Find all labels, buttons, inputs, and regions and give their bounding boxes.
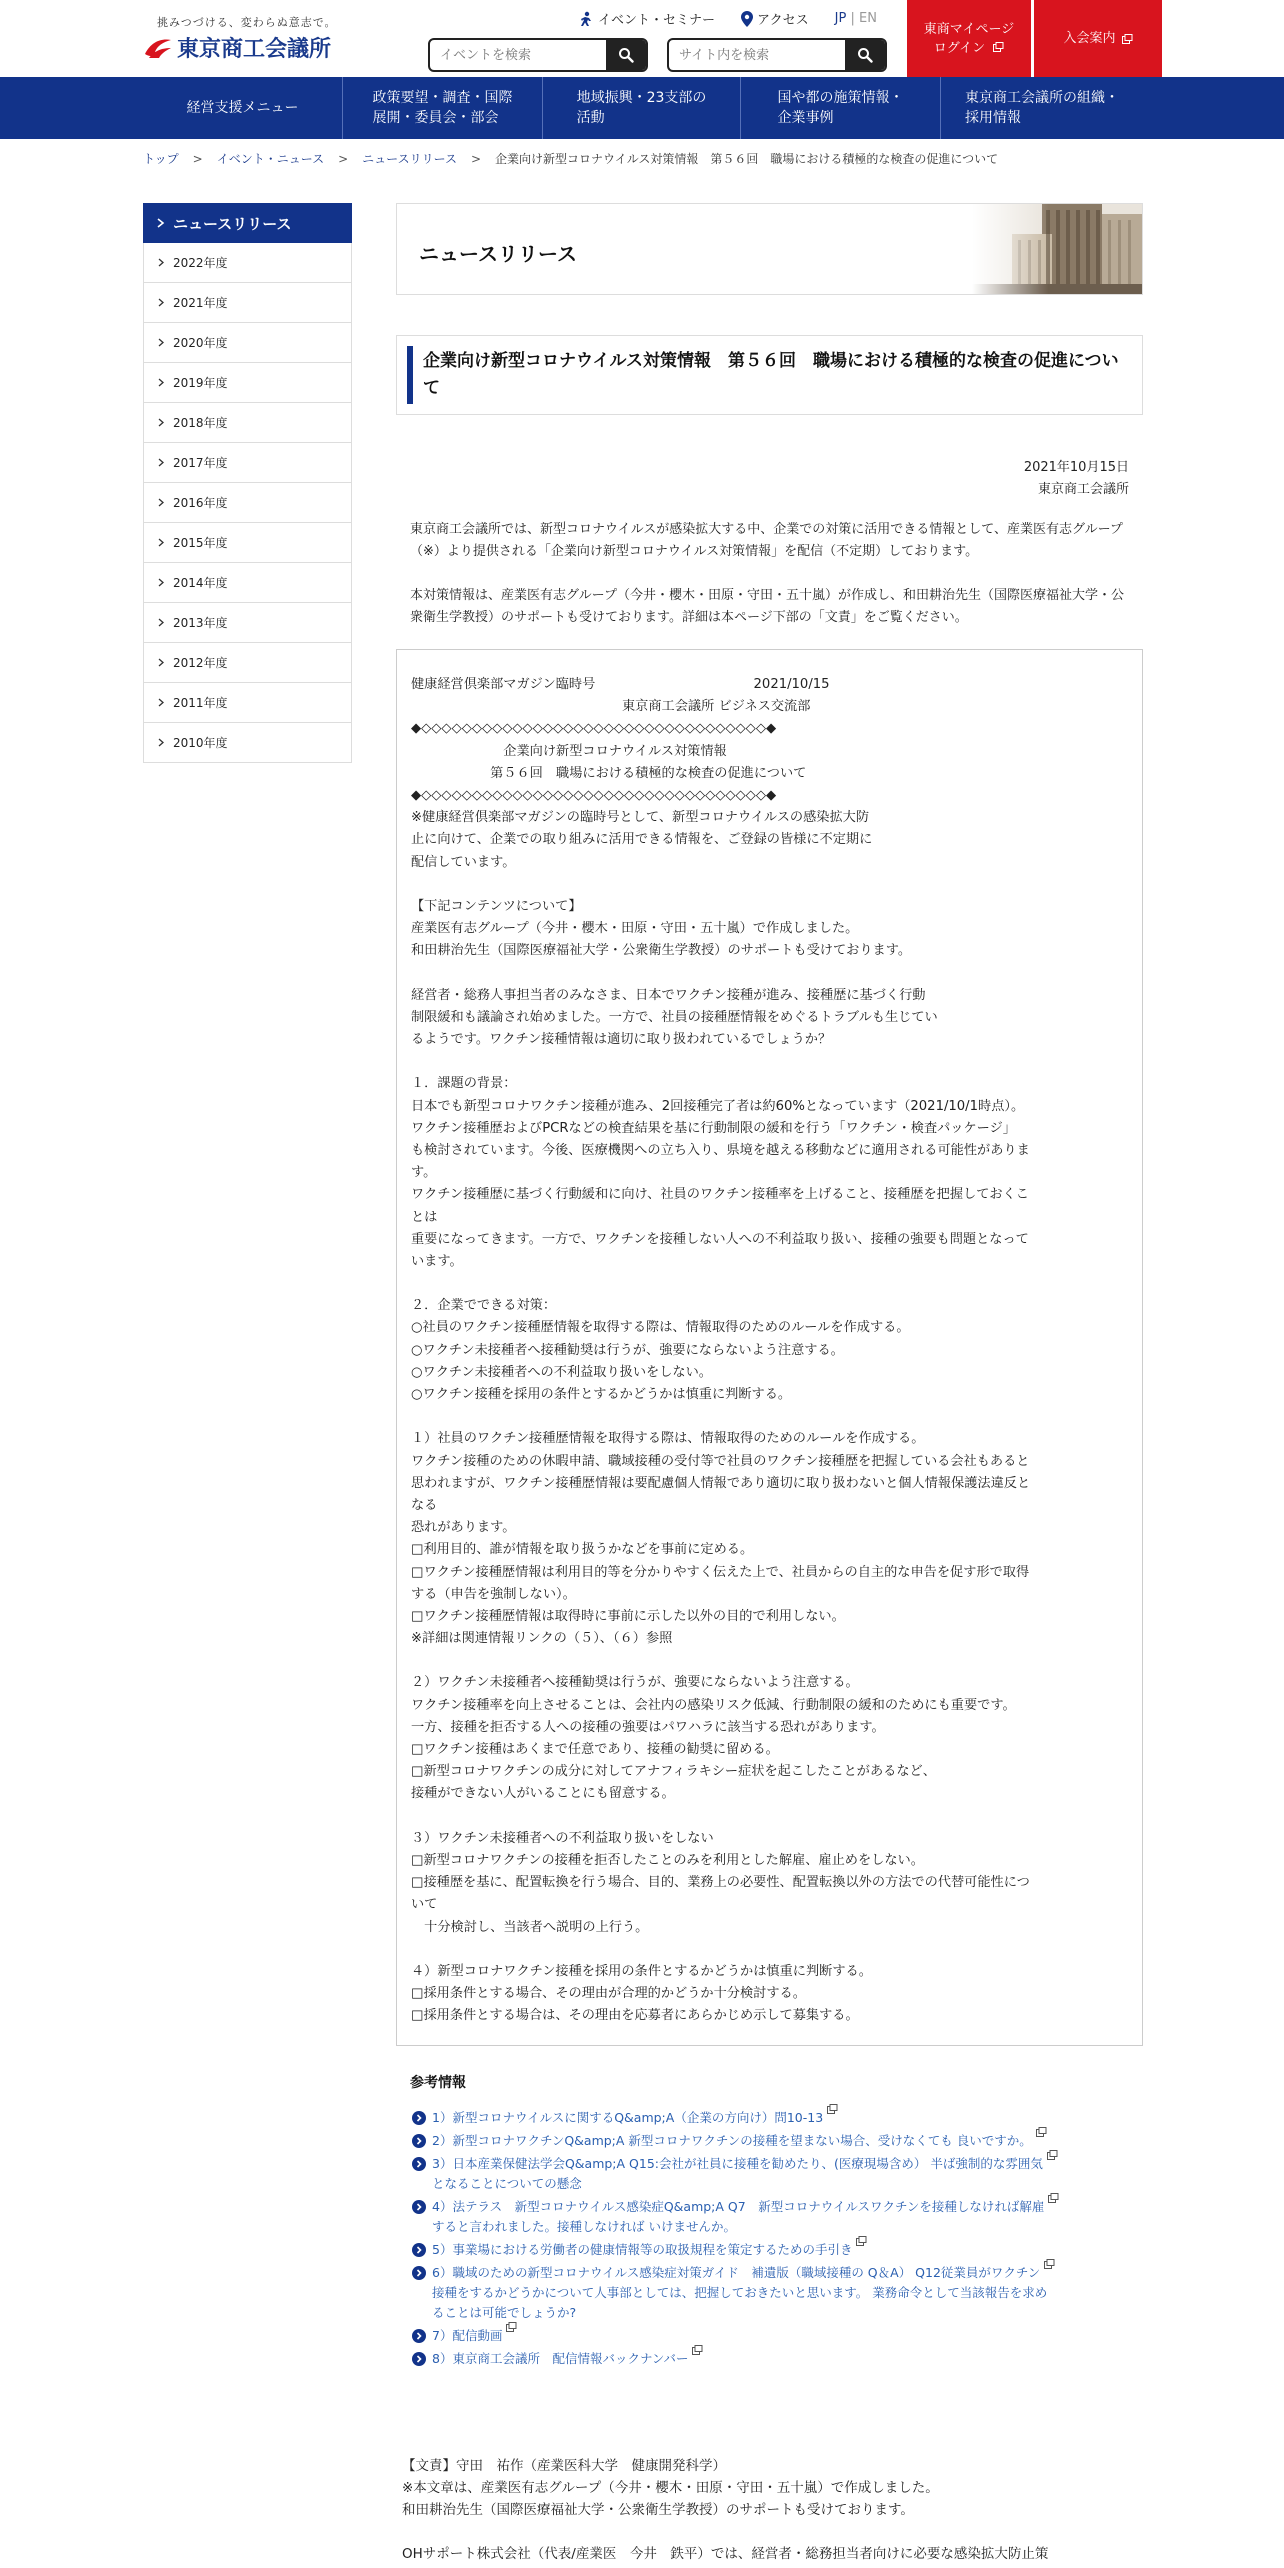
intro-paragraph: 本対策情報は、産業医有志グループ（今井・櫻木・田原・守田・五十嵐）が作成し、和田耕治先生（国際医療福祉大学・公衆衛生学教授）のサポートも受けております。詳細は本ページ下部の「文責」をご覧ください。 xyxy=(410,588,1124,625)
access-link[interactable] xyxy=(741,9,809,28)
breadcrumb-news[interactable]: ニュースリリース xyxy=(362,152,457,166)
event-search-box xyxy=(428,38,648,72)
lang-jp-link[interactable]: JP xyxy=(834,11,847,26)
attribution-line xyxy=(402,2521,1142,2543)
sidebar-item-label: 2011年度 xyxy=(173,696,228,710)
magazine-line: ワクチン接種歴に基づく行動緩和に向け、社員のワクチン接種率を上げること、接種歴を把握しておくこ xyxy=(411,1187,1029,1203)
magazine-line: います。 xyxy=(411,1253,463,1269)
sidebar-item-year[interactable] xyxy=(143,603,352,643)
reference-link[interactable] xyxy=(410,2108,1129,2128)
breadcrumb xyxy=(143,150,998,167)
sidebar-item-year[interactable] xyxy=(143,683,352,723)
reference-link[interactable] xyxy=(410,2197,1129,2237)
external-link-icon xyxy=(506,2322,517,2332)
sidebar-item-label: 2012年度 xyxy=(173,656,228,670)
sidebar-item-label: 2015年度 xyxy=(173,536,228,550)
magazine-line: □採用条件とする場合は、その理由を応募者にあらかじめ示して募集する。 xyxy=(411,2008,859,2024)
reference-link-text: 7）配信動画 xyxy=(432,2328,503,2344)
chevron-right-icon xyxy=(158,658,165,667)
circle-arrow-icon xyxy=(410,2352,428,2366)
membership-button[interactable] xyxy=(1034,0,1162,77)
magazine-line: ※健康経営倶楽部マガジンの臨時号として、新型コロナウイルスの感染拡大防 xyxy=(411,810,870,826)
magazine-line: ワクチン接種歴およびPCRなどの検査結果を基に行動制限の緩和を行う「ワクチン・検査パッケージ」 xyxy=(411,1120,1016,1136)
circle-arrow-icon xyxy=(410,2111,428,2125)
sidebar-item-label: 2020年度 xyxy=(173,336,228,350)
breadcrumb-current: 企業向け新型コロナウイルス対策情報 第５６回 職場における積極的な検査の促進について xyxy=(495,152,999,166)
magazine-line: 接種ができない人がいることにも留意する。 xyxy=(411,1786,675,1802)
sidebar-item-label: 2018年度 xyxy=(173,416,228,430)
login-label: ログイン xyxy=(933,40,986,56)
event-search-button[interactable] xyxy=(606,40,646,70)
sidebar-item-year[interactable] xyxy=(143,523,352,563)
magazine-line: ３）ワクチン未接種者への不利益取り扱いをしない xyxy=(411,1830,714,1846)
gnav-item-business-support[interactable] xyxy=(143,77,343,139)
chevron-right-icon xyxy=(158,498,165,507)
reference-link-text: 接種をするかどうかについて人事部としては、把握しておきたいと思います。 業務命令として当該報告を求め xyxy=(432,2285,1048,2301)
chevron-right-icon xyxy=(157,218,165,228)
reference-title: 参考情報 xyxy=(410,2075,466,2092)
logo-name: 東京商工会議所 xyxy=(177,37,332,62)
reference-link-text: 8）東京商工会議所 配信情報バックナンバー xyxy=(432,2351,689,2367)
magazine-line: 配信しています。 xyxy=(411,854,516,870)
chevron-right-icon xyxy=(158,618,165,627)
magazine-line: １）社員のワクチン接種歴情報を取得する際は、情報取得のためのルールを作成する。 xyxy=(411,1431,925,1447)
sidebar-item-year[interactable] xyxy=(143,283,352,323)
chevron-right-icon xyxy=(158,458,165,467)
magazine-line: す。 xyxy=(411,1165,437,1181)
chevron-right-icon xyxy=(158,578,165,587)
sidebar-item-year[interactable] xyxy=(143,323,352,363)
global-nav xyxy=(0,77,1284,139)
magazine-line: なる xyxy=(411,1497,438,1513)
sidebar-item-year[interactable] xyxy=(143,443,352,483)
sidebar-item-year[interactable] xyxy=(143,723,352,763)
magazine-line: ○社員のワクチン接種歴情報を取得する際は、情報取得のためのルールを作成する。 xyxy=(411,1320,910,1336)
magazine-line: □新型コロナワクチンの成分に対してアナフィラキシー症状を起こしたことがあるなど、 xyxy=(411,1764,936,1780)
sidebar-item-year[interactable] xyxy=(143,403,352,443)
breadcrumb-separator: > xyxy=(192,151,203,166)
breadcrumb-separator: > xyxy=(470,151,482,166)
site-logo[interactable] xyxy=(143,14,343,63)
gnav-label: 活動 xyxy=(576,110,605,126)
sidebar-item-label: 2013年度 xyxy=(173,616,228,630)
search-icon xyxy=(618,47,634,63)
gnav-label: 企業事例 xyxy=(777,110,834,126)
external-link-icon xyxy=(856,2236,867,2246)
events-link-label: イベント・セミナー xyxy=(598,13,716,28)
magazine-line: 産業医有志グループ（今井・櫻木・田原・守田・五十嵐）で作成しました。 xyxy=(411,921,859,937)
magazine-line: □接種歴を基に、配置転換を行う場合、目的、業務上の必要性、配置転換以外の方法での代替可能性につ xyxy=(411,1875,1030,1891)
magazine-line: とは xyxy=(411,1209,438,1225)
article-title-box xyxy=(396,335,1143,415)
magazine-line: 東京商工会議所 ビジネス交流部 xyxy=(411,699,811,715)
magazine-line xyxy=(411,1806,1128,1828)
breadcrumb-separator: > xyxy=(338,151,349,166)
circle-arrow-icon xyxy=(410,2266,428,2280)
magazine-line: ４）新型コロナワクチン接種を採用の条件とするかどうかは慎重に判断する。 xyxy=(411,1963,872,1979)
gnav-label: 政策要望・調査・国際 xyxy=(372,90,513,106)
intro-text xyxy=(396,519,1143,629)
magazine-line xyxy=(411,1650,1128,1672)
chevron-right-icon xyxy=(158,298,165,307)
sidebar-item-label: 2010年度 xyxy=(173,736,228,750)
gnav-label: 国や都の施策情報・ xyxy=(777,90,904,106)
external-link-icon xyxy=(1036,2127,1047,2137)
lang-separator: | xyxy=(850,11,855,26)
magazine-line: ○ワクチン未接種者へ接種勧奨は行うが、強要にならないよう注意する。 xyxy=(411,1342,844,1358)
reference-link[interactable] xyxy=(410,2154,1129,2194)
sidebar-item-label: 2017年度 xyxy=(173,456,228,470)
events-link[interactable] xyxy=(578,9,715,28)
gnav-item-regional[interactable] xyxy=(543,77,741,139)
magazine-line: □採用条件とする場合、その理由が合理的かどうか十分検討する。 xyxy=(411,1986,806,2002)
magazine-line xyxy=(411,1273,1128,1295)
circle-arrow-icon xyxy=(410,2329,428,2343)
top-links xyxy=(578,9,877,28)
chevron-right-icon xyxy=(158,538,165,547)
magazine-line: □新型コロナワクチンの接種を拒否したことのみを利用とした解雇、雇止めをしない。 xyxy=(411,1852,924,1868)
reference-link-text: ることは可能でしょうか? xyxy=(432,2305,577,2321)
site-search-button[interactable] xyxy=(845,40,885,70)
sidebar-item-year[interactable] xyxy=(143,643,352,683)
attribution-line: OHサポート株式会社（代表/産業医 今井 鉄平）では、経営者・総務担当者向けに必要な感染拡大防止策 xyxy=(402,2546,1049,2562)
building-image xyxy=(972,204,1142,295)
magazine-line: １．課題の背景： xyxy=(411,1076,517,1092)
reference-link-text: 3）日本産業保健法学会Q&amp;A Q15:会社が社員に接種を勧めたり、(医療現場含め） 半ば強制的な雰囲気 xyxy=(432,2156,1043,2172)
reference-link[interactable] xyxy=(410,2131,1129,2151)
attribution-line: 【文責】守田 祐作（産業医科大学 健康開発科学） xyxy=(402,2458,726,2474)
gnav-label: 地域振興・23支部の xyxy=(576,90,707,106)
magazine-line: ※詳細は関連情報リンクの（５）、（６）参照 xyxy=(411,1631,673,1647)
magazine-line: も検討されています。今後、医療機関への立ち入り、県境を越える移動などに適用される可能性がありま xyxy=(411,1142,1030,1158)
magazine-line: □ワクチン接種歴情報は利用目的等を分かりやすく伝えた上で、社員からの自主的な申告を促す形で取得 xyxy=(411,1564,1030,1580)
magazine-line: ○ワクチン接種を採用の条件とするかどうかは慎重に判断する。 xyxy=(411,1387,792,1402)
publish-date: 2021年10月15日 xyxy=(1023,460,1129,475)
external-link-icon xyxy=(1047,2150,1058,2160)
magazine-line: いて xyxy=(411,1897,438,1913)
external-link-icon xyxy=(827,2104,838,2114)
event-search-input[interactable] xyxy=(430,40,606,70)
magazine-line: ◆◇◇◇◇◇◇◇◇◇◇◇◇◇◇◇◇◇◇◇◇◇◇◇◇◇◇◇◇◇◇◇◇◇◇◆ xyxy=(411,721,777,737)
reference-link[interactable] xyxy=(410,2263,1129,2323)
reference-link-text: 1）新型コロナウイルスに関するQ&amp;A（企業の方向け）問10-13 xyxy=(432,2110,824,2126)
sidebar-item-label: 2014年度 xyxy=(173,576,228,590)
site-header xyxy=(0,0,1284,77)
circle-arrow-icon xyxy=(410,2243,428,2257)
magazine-line: □ワクチン接種はあくまで任意であり、接種の勧奨に留める。 xyxy=(411,1742,779,1757)
magazine-line: 経営者・総務人事担当者のみなさま、日本でワクチン接種が進み、接種歴に基づく行動 xyxy=(411,987,926,1003)
magazine-line: ２．企業でできる対策： xyxy=(411,1298,557,1314)
magazine-line: るようです。ワクチン接種情報は適切に取り扱われているでしょうか？ xyxy=(411,1032,832,1047)
publisher: 東京商工会議所 xyxy=(1037,482,1129,497)
external-link-icon xyxy=(692,2345,703,2355)
lang-en-link[interactable]: EN xyxy=(859,11,877,26)
attribution-line: 和田耕治先生（国際医療福祉大学・公衆衛生学教授）のサポートも受けております。 xyxy=(402,2502,914,2518)
magazine-line: 重要になってきます。一方で、ワクチンを接種しない人への不利益取り扱い、接種の強要も問題となって xyxy=(411,1231,1029,1247)
magazine-line xyxy=(411,1406,1128,1428)
gnav-item-policy[interactable] xyxy=(343,77,543,139)
magazine-line: □ワクチン接種歴情報は取得時に事前に示した以外の目的で利用しない。 xyxy=(411,1608,845,1624)
chevron-right-icon xyxy=(158,698,165,707)
chevron-right-icon xyxy=(158,258,165,267)
sidebar-item-year[interactable] xyxy=(143,363,352,403)
breadcrumb-top[interactable]: トップ xyxy=(143,152,179,166)
sidebar-title[interactable] xyxy=(143,203,352,243)
reference-link-text: すると言われました。接種しなければ いけませんか。 xyxy=(432,2219,736,2235)
sidebar-item-year[interactable] xyxy=(143,243,352,283)
access-link-label: アクセス xyxy=(757,13,809,28)
reference-link[interactable] xyxy=(410,2349,1129,2369)
gnav-label: 展開・委員会・部会 xyxy=(372,110,499,126)
logo-tagline: 挑みつづける、変わらぬ意志で。 xyxy=(157,16,337,29)
reference-section xyxy=(396,2072,1143,2369)
chevron-right-icon xyxy=(158,738,165,747)
page-banner xyxy=(396,203,1143,295)
mypage-login-button[interactable] xyxy=(907,0,1031,77)
site-search-input[interactable] xyxy=(669,40,845,70)
magazine-line: ○ワクチン未接種者への不利益取り扱いをしない。 xyxy=(411,1364,712,1380)
magazine-line xyxy=(411,874,1128,896)
page-title: ニュースリリース xyxy=(419,242,577,266)
gnav-label: 経営支援メニュー xyxy=(186,100,299,116)
magazine-line: ◆◇◇◇◇◇◇◇◇◇◇◇◇◇◇◇◇◇◇◇◇◇◇◇◇◇◇◇◇◇◇◇◇◇◇◆ xyxy=(411,787,777,803)
chevron-right-icon xyxy=(158,378,165,387)
magazine-line xyxy=(411,1939,1128,1961)
article-title: 企業向け新型コロナウイルス対策情報 第５６回 職場における積極的な検査の促進について xyxy=(423,351,1119,398)
sidebar-item-label: 2016年度 xyxy=(173,496,228,510)
date-block xyxy=(396,457,1143,501)
intro-paragraph: 東京商工会議所では、新型コロナウイルスが感染拡大する中、企業での対策に活用できる情報として、産業医有志グループ（※）より提供される「企業向け新型コロナウイルス対策情報」を配信（不定期）しております。 xyxy=(410,522,1123,559)
chevron-right-icon xyxy=(158,418,165,427)
magazine-line: 健康経営倶楽部マガジン臨時号 2021/10/15 xyxy=(411,677,830,692)
reference-link-text: 5）事業場における労働者の健康情報等の取扱規程を策定するための手引き xyxy=(432,2242,853,2258)
magazine-line: 制限緩和も議論され始めました。一方で、社員の接種歴情報をめぐるトラブルも生じてい xyxy=(411,1009,938,1025)
gnav-label: 東京商工会議所の組織・ xyxy=(965,90,1119,106)
magazine-content-box xyxy=(396,649,1143,2046)
circle-arrow-icon xyxy=(410,2157,428,2171)
magazine-line: 一方、接種を拒否する人への接種の強要はパワハラに該当する恐れがあります。 xyxy=(411,1719,885,1735)
reference-link[interactable] xyxy=(410,2326,1129,2346)
reference-link-text: 2）新型コロナワクチンQ&amp;A 新型コロナワクチンの接種を望まない場合、受けなくても 良いですか。 xyxy=(432,2133,1032,2149)
map-pin-icon xyxy=(741,11,753,27)
external-link-icon xyxy=(1048,2193,1059,2203)
circle-arrow-icon xyxy=(410,2134,428,2148)
circle-arrow-icon xyxy=(410,2200,428,2214)
reference-link-text: となることについての懸念 xyxy=(432,2176,582,2192)
person-icon xyxy=(578,11,594,27)
magazine-line: 【下記コンテンツについて】 xyxy=(411,898,582,914)
sidebar-title-label: ニュースリリース xyxy=(173,214,292,233)
magazine-line: 和田耕治先生（国際医療福祉大学・公衆衛生学教授）のサポートも受けております。 xyxy=(411,943,912,959)
search-icon xyxy=(857,47,873,63)
magazine-line: 止に向けて、企業での取り組みに活用できる情報を、ご登録の皆様に不定期に xyxy=(411,832,873,848)
breadcrumb-events[interactable]: イベント・ニュース xyxy=(216,152,325,166)
language-switcher xyxy=(835,11,877,26)
chevron-right-icon xyxy=(158,338,165,347)
magazine-line: ワクチン接種率を向上させることは、会社内の感染リスク低減、行動制限の緩和のためにも重要です。 xyxy=(411,1697,1016,1713)
sidebar-item-year[interactable] xyxy=(143,483,352,523)
logo-mark-icon xyxy=(143,36,173,60)
main-content xyxy=(396,203,1143,2372)
external-link-icon xyxy=(1122,34,1133,44)
magazine-line: 企業向け新型コロナウイルス対策情報 xyxy=(411,743,727,759)
gnav-item-organization[interactable] xyxy=(941,77,1143,139)
attribution-text xyxy=(402,2455,1142,2565)
magazine-line: 第５６回 職場における積極的な検査の促進について xyxy=(411,765,807,781)
gnav-label: 採用情報 xyxy=(965,110,1021,126)
magazine-line: 恐れがあります。 xyxy=(411,1520,516,1536)
magazine-line xyxy=(411,962,1128,984)
magazine-line: ワクチン接種のための休暇申請、職域接種の受付等で社員のワクチン接種歴を把握している会社もあると xyxy=(411,1453,1030,1469)
magazine-line: ２）ワクチン未接種者へ接種勧奨は行うが、強要にならないよう注意する。 xyxy=(411,1675,859,1691)
attribution-line: ※本文章は、産業医有志グループ（今井・櫻木・田原・守田・五十嵐）で作成しました。 xyxy=(402,2480,939,2496)
gnav-item-government[interactable] xyxy=(741,77,941,139)
site-search-box xyxy=(667,38,887,72)
reference-link-text: 6）職域のための新型コロナウイルス感染症対策ガイド 補遺版（職域接種の Q＆A） Q12従業員がワクチン xyxy=(432,2265,1041,2281)
sidebar-item-label: 2022年度 xyxy=(173,256,228,270)
sidebar-item-label: 2021年度 xyxy=(173,296,228,310)
magazine-line: 日本でも新型コロナワクチン接種が進み、2回接種完了者は約60%となっています（2021/10/1時点）。 xyxy=(411,1098,1025,1114)
membership-label: 入会案内 xyxy=(1063,31,1116,46)
magazine-line xyxy=(411,1051,1128,1073)
sidebar-item-year[interactable] xyxy=(143,563,352,603)
mypage-label: 東商マイページ xyxy=(923,21,1015,37)
sidebar xyxy=(143,203,352,763)
reference-link[interactable] xyxy=(410,2240,1129,2260)
magazine-line: □利用目的、誰が情報を取り扱うかなどを事前に定める。 xyxy=(411,1542,754,1558)
magazine-line: 思われますが、ワクチン接種歴情報は要配慮個人情報であり適切に取り扱わないと個人情報保護法違反と xyxy=(411,1475,1031,1491)
sidebar-item-label: 2019年度 xyxy=(173,376,228,390)
reference-link-text: 4）法テラス 新型コロナウイルス感染症Q&amp;A Q7 新型コロナウイルスワクチンを接種しなければ解雇 xyxy=(432,2199,1045,2215)
magazine-line: 十分検討し、当該者へ説明の上行う。 xyxy=(411,1919,649,1935)
magazine-line: する（申告を強制しない）。 xyxy=(411,1586,576,1602)
external-link-icon xyxy=(993,42,1004,52)
external-link-icon xyxy=(1044,2259,1055,2269)
